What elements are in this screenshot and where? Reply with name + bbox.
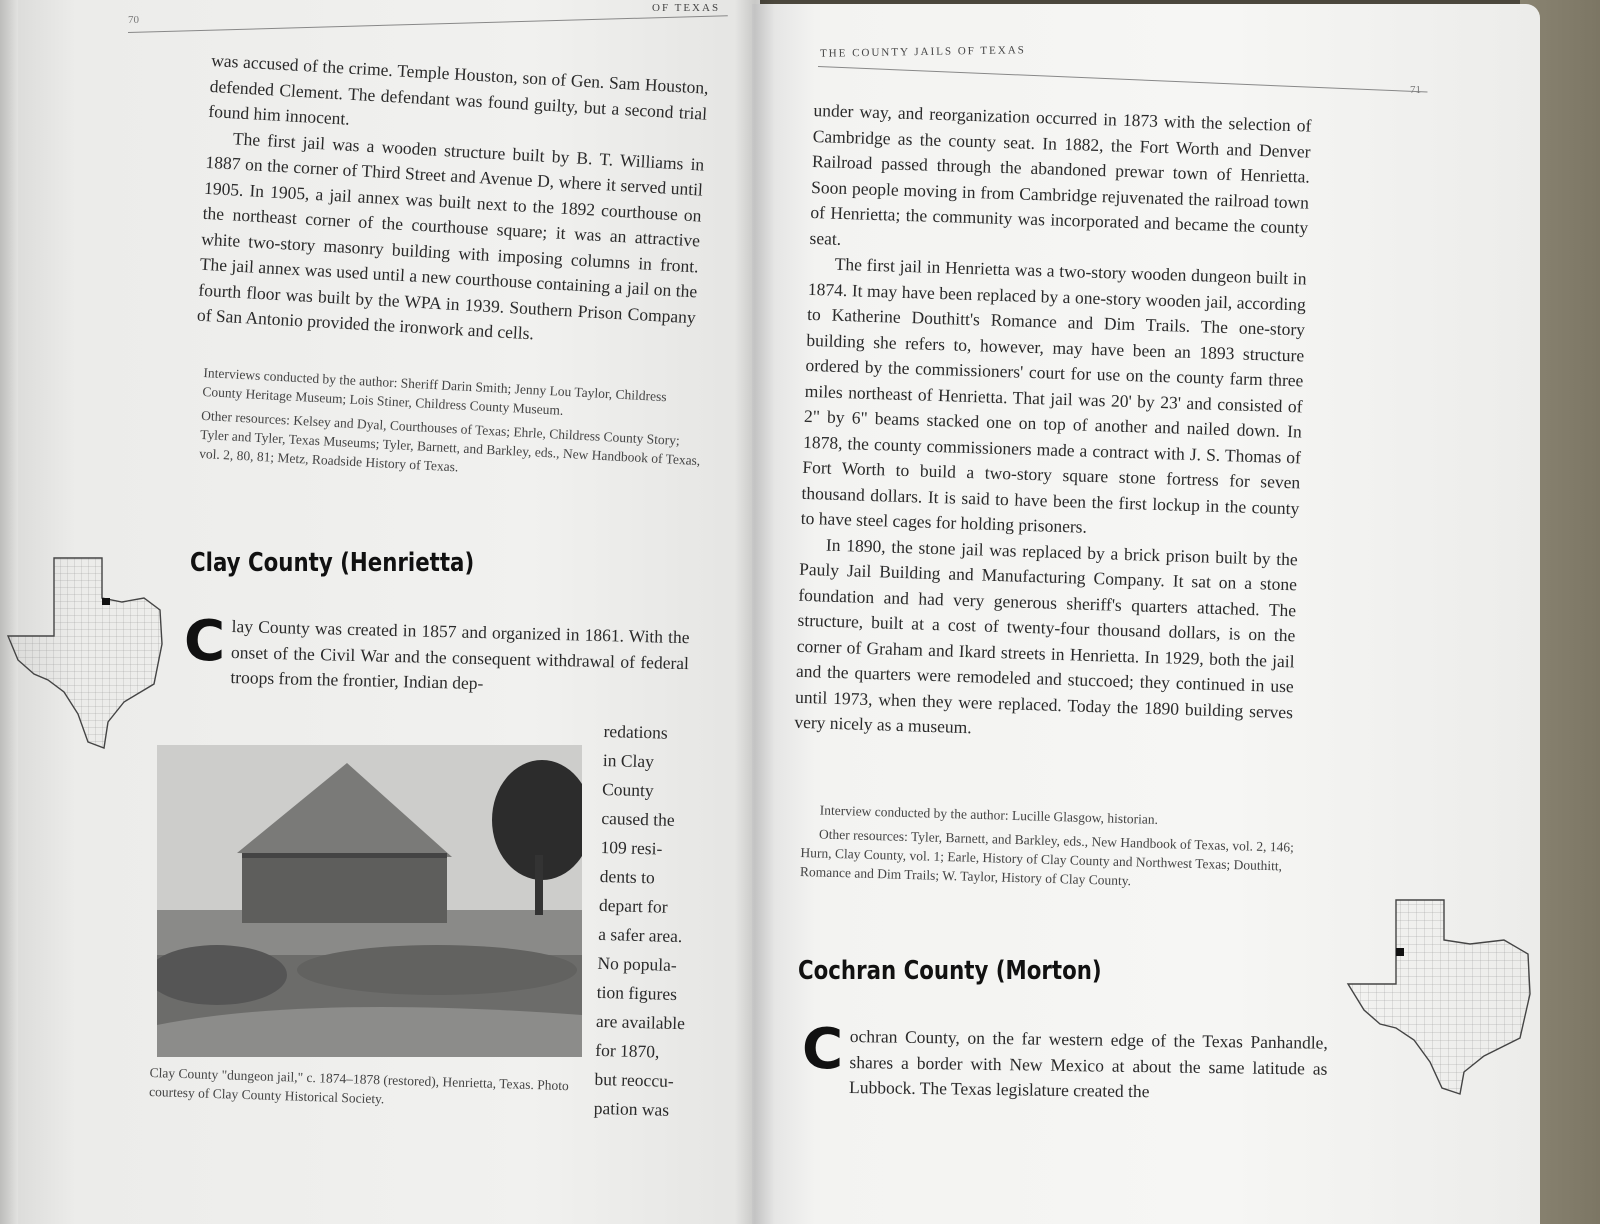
drop-cap-clay: C <box>184 609 226 674</box>
cochran-intro-text <box>849 1024 1328 1107</box>
left-notes <box>199 363 709 494</box>
cochran-intro: ochran County, on the far western edge of the Texas Panhandle, shares a border with New Mexico at about the same latitude as Lubbock. The Texas legislature created the <box>848 1025 1328 1102</box>
wrap-line: depart for <box>598 894 668 917</box>
header-rule-left <box>128 15 728 33</box>
wrap-line: in Clay <box>602 749 655 772</box>
wrap-line: dents to <box>599 865 656 888</box>
brick-prison-paragraph: In 1890, the stone jail was replaced by a brick prison built by the Pauly Jail Building and Manufacturing Company. It sat on a stone foundation and had very generous sheriff's quarters attached. The structure, built at a cost of twenty-four thousand dollars, is on the corner of Graham and Ikard streets in Henrietta. In 1929, both the jail and the quarters were remodeled and stuccoed; they continued in use until 1973, when they were replaced. Today the 1890 building serves very nicely as a museum. <box>794 534 1299 738</box>
left-body-text <box>196 48 709 356</box>
page-number-right: 71 <box>1410 84 1421 96</box>
jail-paragraph: The first jail was a wooden structure built by B. T. Williams in 1887 on the corner of Third Street and Avenue D, where it served until 1905. In 1905, a jail annex was built next to the 1892 courthouse on the northeast corner of the courthouse square; it was an attractive white two-story masonry building with imposing columns in front. The jail annex was used until a new courthouse containing a jail on the fourth floor was built by the WPA in 1939. Southern Prison Company of San Antonio provided the ironwork and cells. <box>196 127 705 344</box>
section-heading-clay: Clay County (Henrietta) <box>190 548 475 578</box>
photo-caption: Clay County "dungeon jail," c. 1874–1878 (restored), Henrietta, Texas. Photo courtesy of Clay County Historical Society. <box>148 1064 569 1107</box>
note-resources: Other resources: Kelsey and Dyal, Courthouses of Texas; Ehrle, Childress County Story; Tyler and Tyler, Texas Museums; Tyler, Barnett, and Barkley, eds., New Handbook of Texas, vol. 2, 80, 81; Metz, Roadside History of Texas. <box>198 407 701 475</box>
note-interview: Interview conducted by the author: Lucille Glasgow, historian. <box>819 802 1159 827</box>
note-resources: Other resources: Tyler, Barnett, and Barkley, eds., New Handbook of Texas, vol. 2, 146; Hurn, Clay County, vol. 1; Earle, History of Clay County and Northwest Texas; Douthitt, Romance and Dim Trails; W. Taylor, History of Clay County. <box>799 826 1295 889</box>
wrap-line: 109 resi- <box>600 836 663 859</box>
continued-text: was accused of the crime. Temple Houston, son of Gen. Sam Houston, defended Clement. The defendant was found guilty, but a second trial found him innocent. <box>207 49 710 129</box>
right-notes <box>800 800 1312 900</box>
texas-map-icon <box>1344 896 1534 1096</box>
right-body-text <box>794 98 1312 751</box>
section-heading-cochran: Cochran County (Morton) <box>798 956 1102 986</box>
wrap-line: No popula- <box>597 952 678 975</box>
first-jail-paragraph: The first jail in Henrietta was a two-story wooden dungeon built in 1874. It may have been replaced by a one-story wooden jail, according to Katherine Douthitt's Romance and Dim Trails. The one-story building she refers to, however, may have been an 1893 structure ordered by the commissioners' court for use on the county farm three miles northeast of Henrietta. That jail was 20' by 23' and consisted of 2" by 6" beams stacked one on top of another and nailed down. In 1878, the county commissioners made a contract with J. S. Thomas of Fort Worth to build a two-story square stone fortress for seven thousand dollars. It is said to have been the first lockup in the county to have steel cages for holding prisoners. <box>800 253 1307 537</box>
reorganization-paragraph: under way, and reorganization occurred in 1873 with the selection of Cambridge as the county seat. In 1882, the Fort Worth and Denver Railroad passed through the abandoned prewar town of Henrietta. Soon people moving in from Cambridge rejuvenated the railroad town of Henrietta; the community was incorporated and became the county seat. <box>809 99 1312 249</box>
jail-photo-image <box>157 745 582 1057</box>
wrap-line: caused the <box>601 807 675 830</box>
clay-county-jail-photo <box>157 745 582 1057</box>
running-head-left: OF TEXAS <box>652 2 721 14</box>
left-page <box>0 0 760 1224</box>
page-number-left: 70 <box>128 14 139 26</box>
header-rule-right <box>818 66 1428 93</box>
clay-intro: lay County was created in 1857 and organized in 1861. With the onset of the Civil War and the consequent withdrawal of federal troops from the frontier, Indian dep- <box>230 615 690 694</box>
wrap-line: a safer area. <box>598 923 683 947</box>
wrapped-text-column <box>593 717 704 1125</box>
drop-cap-cochran: C <box>802 1017 844 1082</box>
wrap-line: for 1870, <box>595 1039 660 1062</box>
book-spine-shadow <box>735 0 775 1224</box>
wrap-line: are available <box>595 1010 686 1034</box>
right-page <box>752 4 1540 1224</box>
wrap-line: but reoccu- <box>594 1068 674 1091</box>
wrap-line: County <box>601 778 654 801</box>
wrap-line: redations <box>603 720 669 743</box>
texas-map-icon <box>4 552 164 752</box>
running-head-right: THE COUNTY JAILS OF TEXAS <box>819 44 1026 60</box>
clay-intro-text <box>230 614 690 702</box>
wrap-line: tion figures <box>596 981 678 1005</box>
wrap-line: pation was <box>593 1097 670 1120</box>
note-interviews: Interviews conducted by the author: Sheriff Darin Smith; Jenny Lou Taylor, Childress County Heritage Museum; Lois Stiner, Childress County Museum. <box>202 364 667 418</box>
